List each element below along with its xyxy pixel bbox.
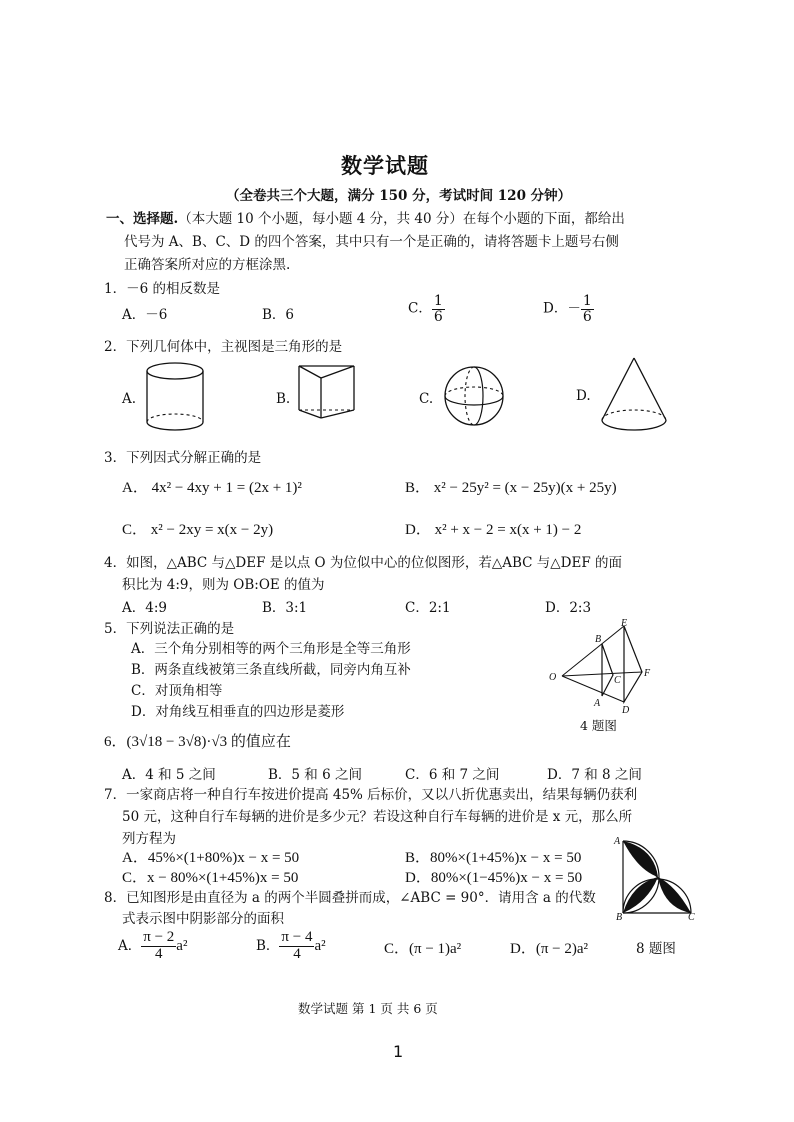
q1-c-numerator: 1 [433,293,443,309]
q8-option-c: C．(π − 1)a² [384,941,462,957]
q8-b-fraction [279,930,314,963]
exam-subtitle: （全卷共三个大题，满分 150 分，考试时间 120 分钟） [226,188,572,204]
q3-stem: 3．下列因式分解正确的是 [104,450,262,466]
q8-stem-line2: 式表示图中阴影部分的面积 [122,911,284,927]
cone-figure [596,354,672,436]
q7-option-b: B．80%×(1+45%)x − x = 50 [405,850,582,866]
q3-option-a: A． 4x² − 4xy + 1 = (2x + 1)² [122,480,302,496]
q2-option-a: A. [122,391,137,407]
q3-option-c: C． x² − 2xy = x(x − 2y) [122,522,274,538]
q8-a-fraction [141,930,176,963]
q1-c-fraction [432,294,445,324]
page-title: 数学试题 [341,153,429,178]
q4-stem-line2: 积比为 4:9，则为 OB:OE 的值为 [122,577,325,593]
q3-option-d: D． x² + x − 2 = x(x + 1) − 2 [405,522,582,538]
q8-a-denominator: 4 [155,945,163,962]
q1-option-a: A．－6 [122,307,168,323]
q7-stem-line1: 7．一家商店将一种自行车按进价提高 45% 后标价，又以八折优惠卖出，结果每辆仍获利 [104,787,638,803]
q4-figure-caption: 4 题图 [580,718,617,733]
q8-option-b [256,930,326,963]
q8-stem-line1: 8．已知图形是由直径为 a 的两个半圆叠拼而成，∠ABC = 90°．请用含 a 的代数 [104,890,596,906]
q6-option-d: D．7 和 8 之间 [547,767,642,783]
q1-stem: 1．－6 的相反数是 [104,281,220,297]
q4-label-c: C [614,675,621,686]
q1-option-c [408,294,445,324]
q4-option-d: D．2:3 [545,600,592,616]
section-intro-line3: 正确答案所对应的方框涂黑. [124,257,291,273]
q8-a-label: A． [118,937,142,954]
q7-option-d: D．80%×(1−45%)x − x = 50 [405,870,583,886]
q5-option-c: C．对顶角相等 [131,683,223,699]
q8-b-label: B． [256,937,280,954]
q5-stem: 5．下列说法正确的是 [104,621,235,637]
q6-option-a: A．4 和 5 之间 [122,767,216,783]
q7-stem-line3: 列方程为 [122,831,176,847]
prism-figure [294,360,362,422]
sphere-figure [440,362,508,430]
q4-stem-line1: 4．如图，△ABC 与△DEF 是以点 O 为位似中心的位似图形，若△ABC 与△DEF 的面 [104,555,623,571]
q4-label-d: D [622,705,630,714]
q4-option-b: B．3:1 [262,600,308,616]
q1-c-label: C． [408,300,432,317]
section-text-1: （本大题 10 个小题，每小题 4 分，共 40 分）在每个小题的下面，都给出 [178,211,625,227]
q1-c-denominator: 6 [433,308,443,325]
section-intro-line1 [106,207,625,227]
q7-stem-line2: 50 元，这种自行车每辆的进价是多少元？若设这种自行车每辆的进价是 x 元，那么所 [122,809,633,825]
q7-option-c: C．x − 80%×(1+45%)x = 50 [122,870,299,886]
q4-label-a: A [594,698,601,709]
q2-option-d: D. [576,388,591,404]
q8-label-c: C [688,912,695,920]
q1-option-d [543,294,594,324]
q8-figure-caption: 8 题图 [636,941,676,957]
q6-option-c: C．6 和 7 之间 [405,767,500,783]
q8-label-a: A [614,836,621,847]
q8-a-tail: a² [176,937,188,954]
q2-option-c: C. [419,391,434,407]
cylinder-figure [142,358,208,436]
q4-label-o: O [549,672,557,683]
q1-d-fraction [581,294,594,324]
q1-d-numerator: 1 [582,293,592,309]
q8-b-tail: a² [314,937,326,954]
q5-option-d: D．对角线互相垂直的四边形是菱形 [131,704,345,720]
q8-b-denominator: 4 [293,945,301,962]
q8-label-b: B [616,912,623,920]
page-footer: 数学试题 第 1 页 共 6 页 [298,1001,438,1016]
q3-option-b: B． x² − 25y² = (x − 25y)(x + 25y) [405,480,617,496]
q7-option-a: A．45%×(1+80%)x − x = 50 [122,850,300,866]
section-heading: 一、选择题. [106,211,179,227]
q4-option-a: A．4:9 [122,600,167,616]
q2-option-b: B. [276,391,291,407]
q4-label-b: B [595,634,602,645]
q6-option-b: B．5 和 6 之间 [268,767,362,783]
q2-stem: 2．下列几何体中，主视图是三角形的是 [104,339,343,355]
q1-option-b: B．6 [262,307,295,323]
q5-option-a: A．三个角分别相等的两个三角形是全等三角形 [131,641,411,657]
q8-option-a [118,930,187,963]
q1-d-label: D．－ [543,300,581,317]
q8-b-numerator: π − 4 [281,929,313,945]
page-number: 1 [393,1042,404,1061]
q4-figure [546,618,656,714]
q8-figure [612,836,696,920]
q4-label-e: E [621,618,628,629]
q8-option-d: D．(π − 2)a² [510,941,589,957]
q4-label-f: F [644,668,651,679]
q1-d-denominator: 6 [582,308,592,325]
q8-a-numerator: π − 2 [143,929,175,945]
q5-option-b: B．两条直线被第三条直线所截，同旁内角互补 [131,662,411,678]
section-intro-line2: 代号为 A、B、C、D 的四个答案，其中只有一个是正确的，请将答题卡上题号右侧 [124,234,619,250]
q4-option-c: C．2:1 [405,600,451,616]
q6-stem: 6．(3√18 − 3√8)·√3 的值应在 [104,734,291,750]
